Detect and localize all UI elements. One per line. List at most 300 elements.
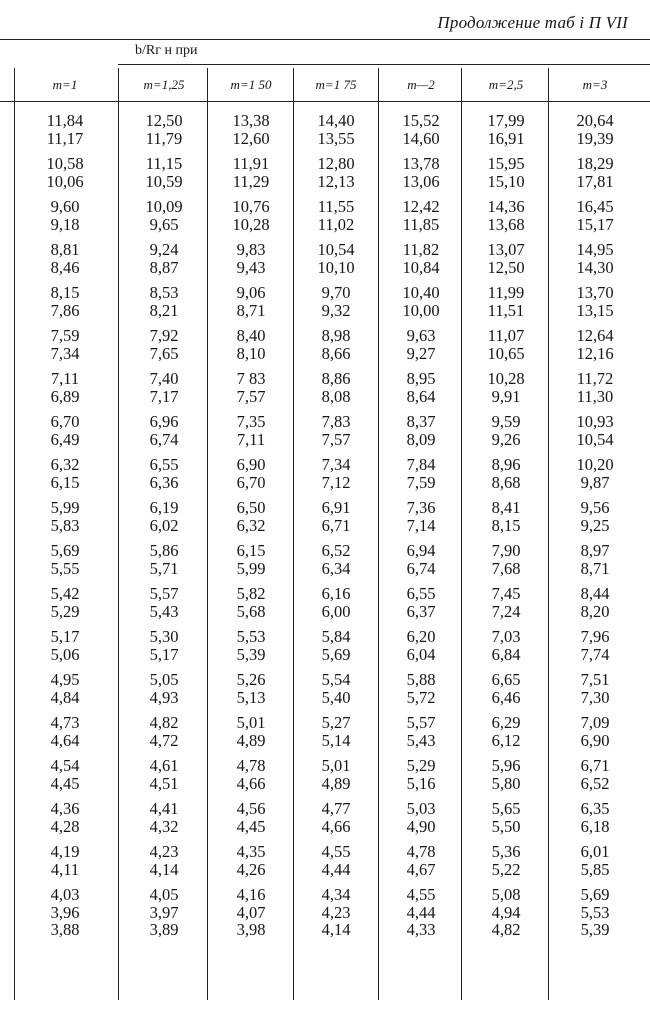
table-cell: 6,70 [236, 472, 266, 492]
table-cell: 4,16 [236, 885, 266, 904]
table-cell: 4,67 [406, 859, 436, 879]
table-cell: 6,89 [50, 386, 80, 406]
row-group [20, 628, 110, 663]
table-cell: 8,15 [491, 515, 521, 535]
table-cell: 4,84 [50, 687, 80, 707]
table-cell: 18,29 [576, 154, 614, 173]
column-header: m=1 50 [230, 77, 272, 92]
table-cell: 6,02 [149, 515, 179, 535]
row-group [552, 671, 638, 706]
table-cell: 5,82 [236, 584, 266, 603]
row-group [552, 628, 638, 663]
table-cell: 12,80 [317, 154, 355, 173]
table-cell: 8,98 [321, 326, 351, 345]
table-cell: 9,27 [406, 343, 436, 363]
row-group [210, 112, 292, 147]
table-cell: 10,54 [317, 240, 355, 259]
row-group [552, 499, 638, 534]
table-cell: 9,83 [236, 240, 266, 259]
table-cell: 19,39 [576, 128, 614, 148]
table-cell: 4,23 [149, 842, 179, 861]
table-cell: 6,12 [491, 730, 521, 750]
table-cell: 6,15 [236, 541, 266, 560]
table-cell: 6,18 [580, 816, 610, 836]
table-cell: 15,10 [487, 171, 525, 191]
table-cell: 5,72 [406, 687, 436, 707]
row-group [552, 112, 638, 147]
row-group [381, 628, 461, 663]
table-cell: 6,29 [491, 713, 521, 732]
table-cell: 7,96 [580, 627, 610, 646]
row-group [381, 886, 461, 939]
row-group [296, 198, 376, 233]
table-cell: 5,16 [406, 773, 436, 793]
table-cell: 10,93 [576, 412, 614, 431]
row-group [20, 456, 110, 491]
row-group [552, 800, 638, 835]
row-group [464, 112, 548, 147]
table-cell: 5,01 [236, 713, 266, 732]
table-cell: 7,84 [406, 455, 436, 474]
table-cell: 9,59 [491, 412, 521, 431]
table-cell: 7,59 [406, 472, 436, 492]
table-cell: 5,50 [491, 816, 521, 836]
top-rule [0, 39, 650, 40]
table-cell: 8,64 [406, 386, 436, 406]
table-cell: 5,68 [236, 601, 266, 621]
table-cell: 5,99 [50, 498, 80, 517]
table-cell: 15,17 [576, 214, 614, 234]
table-cell: 6,04 [406, 644, 436, 664]
table-cell: 13,55 [317, 128, 355, 148]
table-cell: 6,52 [321, 541, 351, 560]
table-cell: 9,18 [50, 214, 80, 234]
row-group [296, 413, 376, 448]
table-cell: 5,53 [580, 902, 610, 922]
table-cell: 6,15 [50, 472, 80, 492]
table-cell: 8,95 [406, 369, 436, 388]
column-header: m=2,5 [488, 77, 524, 92]
table-cell: 8,97 [580, 541, 610, 560]
table-cell: 8,71 [580, 558, 610, 578]
row-group [122, 800, 206, 835]
row-group [296, 241, 376, 276]
row-group [381, 671, 461, 706]
row-group [552, 542, 638, 577]
table-cell: 6,65 [491, 670, 521, 689]
row-group [122, 198, 206, 233]
table-cell: 10,65 [487, 343, 525, 363]
table-cell: 7,12 [321, 472, 351, 492]
row-group [552, 155, 638, 190]
table-cell: 4,89 [236, 730, 266, 750]
table-cell: 8,66 [321, 343, 351, 363]
table-cell: 5,03 [406, 799, 436, 818]
row-group [296, 112, 376, 147]
table-cell: 11,17 [46, 128, 84, 148]
table-cell: 13,07 [487, 240, 525, 259]
table-cell: 11,79 [145, 128, 183, 148]
row-group [122, 327, 206, 362]
row-group [20, 241, 110, 276]
row-group [381, 585, 461, 620]
table-cell: 7,68 [491, 558, 521, 578]
table-cell: 7,57 [321, 429, 351, 449]
table-cell: 9,87 [580, 472, 610, 492]
table-cell: 6,49 [50, 429, 80, 449]
table-cell: 9,70 [321, 283, 351, 302]
row-group [552, 714, 638, 749]
row-group [464, 714, 548, 749]
column-divider [207, 68, 208, 1000]
row-group [20, 413, 110, 448]
table-cell: 4,45 [50, 773, 80, 793]
table-cell: 6,91 [321, 498, 351, 517]
table-cell: 9,25 [580, 515, 610, 535]
table-cell: 8,10 [236, 343, 266, 363]
table-cell: 8,86 [321, 369, 351, 388]
row-group [210, 757, 292, 792]
table-cell: 7,92 [149, 326, 179, 345]
table-cell: 8,96 [491, 455, 521, 474]
table-cell: 7,45 [491, 584, 521, 603]
table-cell: 10,06 [46, 171, 84, 191]
table-cell: 4,19 [50, 842, 80, 861]
row-group [210, 843, 292, 878]
table-cell: 4,28 [50, 816, 80, 836]
column-divider [378, 68, 379, 1000]
table-cell: 5,42 [50, 584, 80, 603]
table-column [464, 112, 548, 947]
row-group [122, 112, 206, 147]
table-cell: 14,95 [576, 240, 614, 259]
table-cell: 12,16 [576, 343, 614, 363]
table-cell: 7,14 [406, 515, 436, 535]
table-cell: 5,17 [50, 627, 80, 646]
table-cell: 4,05 [149, 885, 179, 904]
row-group [381, 499, 461, 534]
table-cell: 7,17 [149, 386, 179, 406]
table-cell: 4,82 [491, 920, 521, 939]
table-cell: 6,19 [149, 498, 179, 517]
table-cell: 10,76 [232, 197, 270, 216]
table-cell: 6,01 [580, 842, 610, 861]
table-cell: 7,34 [50, 343, 80, 363]
table-cell: 4,41 [149, 799, 179, 818]
row-group [296, 757, 376, 792]
table-cell: 5,13 [236, 687, 266, 707]
table-cell: 11,07 [487, 326, 525, 345]
table-cell: 5,54 [321, 670, 351, 689]
table-cell: 12,13 [317, 171, 355, 191]
table-cell: 12,50 [487, 257, 525, 277]
row-group [122, 284, 206, 319]
table-cell: 4,72 [149, 730, 179, 750]
table-cell: 6,00 [321, 601, 351, 621]
row-group [464, 284, 548, 319]
column-header: m=1 [52, 77, 78, 92]
column-header: m=1 75 [315, 77, 357, 92]
row-group [381, 714, 461, 749]
table-cell: 7,86 [50, 300, 80, 320]
row-group [210, 585, 292, 620]
table-cell: 7,09 [580, 713, 610, 732]
table-cell: 8,87 [149, 257, 179, 277]
table-cell: 5,65 [491, 799, 521, 818]
row-group [122, 843, 206, 878]
table-cell: 4,51 [149, 773, 179, 793]
table-cell: 6,71 [321, 515, 351, 535]
table-cell: 8,44 [580, 584, 610, 603]
table-cell: 6,52 [580, 773, 610, 793]
table-cell: 10,84 [402, 257, 440, 277]
table-cell: 11,84 [46, 111, 84, 130]
table-cell: 4,34 [321, 885, 351, 904]
row-group [210, 327, 292, 362]
table-cell: 4,95 [50, 670, 80, 689]
row-group [552, 585, 638, 620]
row-group [122, 499, 206, 534]
table-cell: 9,06 [236, 283, 266, 302]
table-column [381, 112, 461, 947]
table-cell: 15,52 [402, 111, 440, 130]
table-cell: 7,03 [491, 627, 521, 646]
table-cell: 6,37 [406, 601, 436, 621]
row-group [552, 757, 638, 792]
table-cell: 13,38 [232, 111, 270, 130]
table-cell: 5,36 [491, 842, 521, 861]
row-group [464, 370, 548, 405]
table-cell: 5,57 [406, 713, 436, 732]
table-cell: 7,83 [321, 412, 351, 431]
table-cell: 6,32 [236, 515, 266, 535]
row-group [20, 499, 110, 534]
table-cell: 12,50 [145, 111, 183, 130]
row-group [122, 155, 206, 190]
table-cell: 6,50 [236, 498, 266, 517]
table-cell: 20,64 [576, 111, 614, 130]
row-group [464, 843, 548, 878]
table-cell: 5,86 [149, 541, 179, 560]
table-cell: 7,59 [50, 326, 80, 345]
table-cell: 4,93 [149, 687, 179, 707]
table-cell: 14,36 [487, 197, 525, 216]
table-cell: 4,66 [321, 816, 351, 836]
table-cell: 5,01 [321, 756, 351, 775]
table-cell: 6,55 [149, 455, 179, 474]
table-cell: 4,44 [321, 859, 351, 879]
table-cell: 11,15 [145, 154, 183, 173]
table-cell: 7,51 [580, 670, 610, 689]
table-cell: 6,74 [406, 558, 436, 578]
row-group [381, 370, 461, 405]
row-group [210, 886, 292, 939]
row-group [20, 542, 110, 577]
table-cell: 5,99 [236, 558, 266, 578]
row-group [552, 413, 638, 448]
row-group [20, 284, 110, 319]
table-cell: 6,16 [321, 584, 351, 603]
row-group [122, 456, 206, 491]
table-cell: 17,81 [576, 171, 614, 191]
table-cell: 11,51 [487, 300, 525, 320]
row-group [464, 628, 548, 663]
table-cell: 12,42 [402, 197, 440, 216]
row-group [464, 671, 548, 706]
table-cell: 5,29 [406, 756, 436, 775]
table-cell: 7,11 [236, 429, 266, 449]
table-cell: 16,91 [487, 128, 525, 148]
table-cell: 4,45 [236, 816, 266, 836]
table-cell: 14,30 [576, 257, 614, 277]
table-cell: 13,70 [576, 283, 614, 302]
row-group [464, 800, 548, 835]
table-cell: 8,21 [149, 300, 179, 320]
table-cell: 9,26 [491, 429, 521, 449]
table-cell: 7,74 [580, 644, 610, 664]
table-cell: 5,83 [50, 515, 80, 535]
table-cell: 5,17 [149, 644, 179, 664]
row-group [381, 542, 461, 577]
table-cell: 4,44 [406, 902, 436, 922]
row-group [381, 800, 461, 835]
header-bottom-rule [0, 101, 650, 102]
row-group [122, 757, 206, 792]
table-cell: 9,65 [149, 214, 179, 234]
table-cell: 10,54 [576, 429, 614, 449]
row-group [122, 370, 206, 405]
table-cell: 5,53 [236, 627, 266, 646]
table-cell: 9,63 [406, 326, 436, 345]
table-cell: 8,09 [406, 429, 436, 449]
table-cell: 5,08 [491, 885, 521, 904]
table-cell: 4,61 [149, 756, 179, 775]
table-cell: 10,00 [402, 300, 440, 320]
row-group [381, 241, 461, 276]
table-cell: 6,94 [406, 541, 436, 560]
table-cell: 7 83 [236, 369, 266, 388]
row-group [20, 327, 110, 362]
table-cell: 4,33 [406, 920, 436, 939]
table-cell: 7,35 [236, 412, 266, 431]
row-group [381, 327, 461, 362]
table-cell: 11,91 [232, 154, 270, 173]
row-group [296, 843, 376, 878]
row-group [381, 284, 461, 319]
table-cell: 4,77 [321, 799, 351, 818]
column-header: m=1,25 [143, 77, 185, 92]
row-group [296, 456, 376, 491]
table-cell: 6,20 [406, 627, 436, 646]
table-cell: 13,15 [576, 300, 614, 320]
table-cell: 7,40 [149, 369, 179, 388]
table-cell: 15,95 [487, 154, 525, 173]
row-group [296, 585, 376, 620]
row-group [210, 628, 292, 663]
table-cell: 7,30 [580, 687, 610, 707]
row-group [552, 284, 638, 319]
table-cell: 8,46 [50, 257, 80, 277]
table-cell: 4,54 [50, 756, 80, 775]
table-cell: 7,65 [149, 343, 179, 363]
table-cell: 4,64 [50, 730, 80, 750]
table-cell: 3,96 [50, 902, 80, 922]
table-cell: 6,84 [491, 644, 521, 664]
table-cell: 5,88 [406, 670, 436, 689]
row-group [210, 198, 292, 233]
table-cell: 8,53 [149, 283, 179, 302]
row-group [210, 800, 292, 835]
row-group [210, 542, 292, 577]
row-group [122, 714, 206, 749]
row-group [122, 542, 206, 577]
table-cell: 10,40 [402, 283, 440, 302]
table-cell: 8,81 [50, 240, 80, 259]
table-cell: 6,35 [580, 799, 610, 818]
table-cell: 5,05 [149, 670, 179, 689]
row-group [210, 155, 292, 190]
row-group [552, 843, 638, 878]
row-group [552, 198, 638, 233]
column-header: m=3 [582, 77, 608, 92]
table-column [210, 112, 292, 947]
table-cell: 5,84 [321, 627, 351, 646]
row-group [20, 370, 110, 405]
table-cell: 13,68 [487, 214, 525, 234]
column-divider [293, 68, 294, 1000]
column-divider [14, 68, 15, 1000]
row-group [122, 886, 206, 939]
table-cell: 9,56 [580, 498, 610, 517]
table-cell: 5,26 [236, 670, 266, 689]
table-cell: 8,40 [236, 326, 266, 345]
table-cell: 6,36 [149, 472, 179, 492]
table-cell: 7,57 [236, 386, 266, 406]
span-header: b/Rг н при [135, 43, 198, 58]
row-group [122, 628, 206, 663]
row-group [20, 886, 110, 939]
table-cell: 5,40 [321, 687, 351, 707]
row-group [296, 886, 376, 939]
table-cell: 6,96 [149, 412, 179, 431]
table-cell: 17,99 [487, 111, 525, 130]
table-cell: 8,08 [321, 386, 351, 406]
row-group [296, 370, 376, 405]
table-cell: 8,37 [406, 412, 436, 431]
table-cell: 6,90 [580, 730, 610, 750]
table-cell: 4,03 [50, 885, 80, 904]
row-group [464, 542, 548, 577]
table-cell: 5,96 [491, 756, 521, 775]
row-group [122, 671, 206, 706]
table-cell: 8,41 [491, 498, 521, 517]
row-group [381, 843, 461, 878]
row-group [210, 714, 292, 749]
table-cell: 4,78 [406, 842, 436, 861]
row-group [296, 628, 376, 663]
row-group [464, 198, 548, 233]
row-group [381, 112, 461, 147]
table-cell: 5,30 [149, 627, 179, 646]
table-cell: 10,58 [46, 154, 84, 173]
table-cell: 7,24 [491, 601, 521, 621]
table-cell: 6,71 [580, 756, 610, 775]
table-cell: 8,20 [580, 601, 610, 621]
row-group [552, 370, 638, 405]
table-cell: 6,70 [50, 412, 80, 431]
table-cell: 11,99 [487, 283, 525, 302]
table-cell: 12,64 [576, 326, 614, 345]
